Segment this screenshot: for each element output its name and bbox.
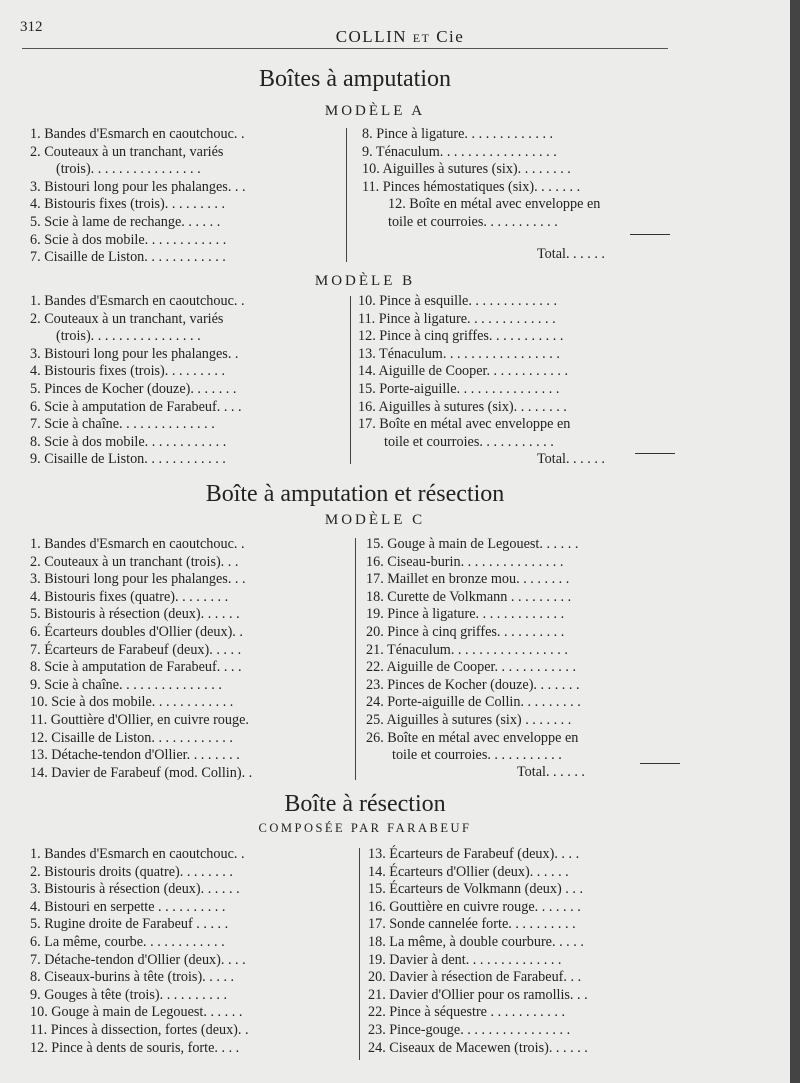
list-item: 1. Bandes d'Esmarch en caoutchouc. . xyxy=(30,536,245,552)
running-head-et: ET xyxy=(412,31,431,45)
list-item: 9. Scie à chaîne. . . . . . . . . . . . . . . xyxy=(30,676,222,693)
section-title-a: Boîtes à amputation xyxy=(259,66,451,92)
section-title-d: Boîte à résection xyxy=(284,791,446,817)
list-item: 11. Pinces à dissection, fortes (deux). . xyxy=(30,1022,249,1038)
list-item: 14. Écarteurs d'Ollier (deux). . . . . . xyxy=(368,863,569,880)
list-item: 23. Pince-gouge. . . . . . . . . . . . . . . . xyxy=(368,1022,571,1038)
list-item: 6. Écarteurs doubles d'Ollier (deux). . xyxy=(30,624,243,640)
list-item: 2. Couteaux à un tranchant, variés xyxy=(30,310,224,327)
list-item: 22. Pince à séquestre . . . . . . . . . . . xyxy=(368,1004,566,1021)
list-item: 8. Scie à dos mobile. . . . . . . . . . . . xyxy=(30,433,227,450)
list-item: 7. Écarteurs de Farabeuf (deux). . . . . xyxy=(30,641,242,658)
list-item: 16. Aiguilles à sutures (six). . . . . . . . xyxy=(358,398,567,415)
list-item: toile et courroies. . . . . . . . . . . xyxy=(388,214,558,230)
list-item: 9. Gouges à tête (trois). . . . . . . . . . xyxy=(30,986,228,1003)
list-item: 16. Ciseau-burin. . . . . . . . . . . . . . . xyxy=(366,553,564,570)
list-item: 3. Bistouri long pour les phalanges. . . xyxy=(30,571,246,588)
list-item: 19. Pince à ligature. . . . . . . . . . . . . xyxy=(366,606,565,623)
list-item: 2. Couteaux à un tranchant, variés xyxy=(30,143,224,160)
list-item: 7. Cisaille de Liston. . . . . . . . . . . . xyxy=(30,249,226,266)
list-item: 11. Pinces hémostatiques (six). . . . . . . xyxy=(362,178,581,195)
list-item: 13. Détache-tendon d'Ollier. . . . . . . . xyxy=(30,747,240,764)
model-heading-b: MODÈLE B xyxy=(314,273,416,289)
running-head-name: COLLIN xyxy=(335,27,408,46)
list-item: 22. Aiguille de Cooper. . . . . . . . . . . . xyxy=(366,659,577,676)
list-item: 12. Cisaille de Liston. . . . . . . . . . . . xyxy=(30,729,233,746)
list-item: 4. Bistouri en serpette . . . . . . . . . . xyxy=(30,898,226,915)
list-item: 20. Pince à cinq griffes. . . . . . . . . . xyxy=(366,624,565,640)
list-item: 12. Pince à dents de souris, forte. . . . xyxy=(30,1039,240,1056)
list-item: 2. Couteaux à un tranchant (trois). . . xyxy=(30,553,239,570)
scan-edge xyxy=(790,0,800,1083)
list-item: 10. Scie à dos mobile. . . . . . . . . . . . xyxy=(30,694,234,711)
list-item: 7. Scie à chaîne. . . . . . . . . . . . . . xyxy=(30,416,215,433)
list-item: 17. Sonde cannelée forte. . . . . . . . . . xyxy=(368,916,576,933)
list-item: 9. Cisaille de Liston. . . . . . . . . . . . xyxy=(30,451,226,468)
list-item: 15. Écarteurs de Volkmann (deux) . . . xyxy=(368,881,583,898)
model-heading-a: MODÈLE A xyxy=(324,103,426,119)
list-item: 24. Porte-aiguille de Collin. . . . . . . . . xyxy=(366,694,581,711)
total-a: Total. . . . . . xyxy=(537,246,605,262)
list-item: 14. Aiguille de Cooper. . . . . . . . . . . . xyxy=(358,363,569,380)
list-item: 15. Porte-aiguille. . . . . . . . . . . . . . . xyxy=(358,381,560,397)
list-item: toile et courroies. . . . . . . . . . . xyxy=(384,433,554,450)
list-item: 17. Maillet en bronze mou. . . . . . . . xyxy=(366,571,570,588)
running-head xyxy=(0,27,800,47)
list-item: 10. Gouge à main de Legouest. . . . . . xyxy=(30,1004,243,1021)
list-item: 20. Davier à résection de Farabeuf. . . xyxy=(368,969,582,986)
list-item: 18. La même, à double courbure. . . . . xyxy=(368,934,584,950)
list-item: 1. Bandes d'Esmarch en caoutchouc. . xyxy=(30,126,245,142)
list-item: 10. Pince à esquille. . . . . . . . . . . . . xyxy=(358,293,557,309)
list-item: 6. Scie à dos mobile. . . . . . . . . . . . xyxy=(30,231,227,248)
list-item: 12. Pince à cinq griffes. . . . . . . . . . . xyxy=(358,328,564,345)
column-divider-d xyxy=(359,848,360,1060)
list-item: 7. Détache-tendon d'Ollier (deux). . . . xyxy=(30,951,246,968)
list-item: 1. Bandes d'Esmarch en caoutchouc. . xyxy=(30,293,245,309)
list-item: 19. Davier à dent. . . . . . . . . . . . . . xyxy=(368,951,562,968)
list-item: 13. Écarteurs de Farabeuf (deux). . . . xyxy=(368,846,580,862)
column-divider-a xyxy=(346,128,347,262)
list-item: 11. Gouttière d'Ollier, en cuivre rouge. xyxy=(30,712,249,728)
total-c: Total. . . . . . xyxy=(517,764,585,780)
section-subtitle-d: COMPOSÉE PAR FARABEUF xyxy=(258,821,472,835)
list-item: 2. Bistouris droits (quatre). . . . . . . . xyxy=(30,863,233,880)
total-b: Total. . . . . . xyxy=(537,451,605,467)
list-item: 9. Ténaculum. . . . . . . . . . . . . . . . . xyxy=(362,143,557,160)
section-title-c: Boîte à amputation et résection xyxy=(205,481,505,507)
list-item: 4. Bistouris fixes (trois). . . . . . . . . xyxy=(30,196,226,213)
list-item: 5. Rugine droite de Farabeuf . . . . . xyxy=(30,916,229,933)
list-item: 11. Pince à ligature. . . . . . . . . . . . . xyxy=(358,310,556,327)
list-item: 18. Curette de Volkmann . . . . . . . . . xyxy=(366,588,572,605)
total-rule-b xyxy=(635,453,675,454)
list-item: 4. Bistouris fixes (quatre). . . . . . . . xyxy=(30,588,229,605)
list-item: 8. Ciseaux-burins à tête (trois). . . . . xyxy=(30,969,235,986)
list-item: 25. Aiguilles à sutures (six) . . . . . . . xyxy=(366,712,572,728)
list-item: 21. Davier d'Ollier pour os ramollis. . . xyxy=(368,986,588,1003)
list-item: 23. Pinces de Kocher (douze). . . . . . . xyxy=(366,676,580,693)
list-item: 26. Boîte en métal avec enveloppe en xyxy=(366,729,579,746)
running-head-co: Cie xyxy=(436,27,465,46)
list-item: 15. Gouge à main de Legouest. . . . . . xyxy=(366,536,579,552)
list-item: (trois). . . . . . . . . . . . . . . . xyxy=(56,161,201,178)
total-rule-c xyxy=(640,763,680,764)
list-item: 17. Boîte en métal avec enveloppe en xyxy=(358,416,571,433)
total-rule-a xyxy=(630,234,670,235)
list-item: toile et courroies. . . . . . . . . . . xyxy=(392,747,562,764)
list-item: 1. Bandes d'Esmarch en caoutchouc. . xyxy=(30,846,245,862)
list-item: 8. Pince à ligature. . . . . . . . . . . . . xyxy=(362,126,554,142)
list-item: 5. Pinces de Kocher (douze). . . . . . . xyxy=(30,381,237,397)
list-item: 3. Bistouris à résection (deux). . . . . . xyxy=(30,881,240,898)
model-heading-c: MODÈLE C xyxy=(324,512,426,528)
list-item: 4. Bistouris fixes (trois). . . . . . . . . xyxy=(30,363,226,380)
list-item: 5. Bistouris à résection (deux). . . . . . xyxy=(30,606,240,623)
column-divider-c xyxy=(355,538,356,780)
list-item: 6. Scie à amputation de Farabeuf. . . . xyxy=(30,398,242,415)
list-item: 6. La même, courbe. . . . . . . . . . . . xyxy=(30,934,225,950)
list-item: 12. Boîte en métal avec enveloppe en xyxy=(388,196,601,213)
list-item: 21. Ténaculum. . . . . . . . . . . . . . . . . xyxy=(366,641,568,658)
list-item: 16. Gouttière en cuivre rouge. . . . . . . xyxy=(368,898,581,915)
list-item: 14. Davier de Farabeuf (mod. Collin). . xyxy=(30,764,253,781)
list-item: 13. Ténaculum. . . . . . . . . . . . . . . . . xyxy=(358,345,560,362)
page-number: 312 xyxy=(20,19,43,35)
list-item: (trois). . . . . . . . . . . . . . . . xyxy=(56,328,201,345)
list-item: 8. Scie à amputation de Farabeuf. . . . xyxy=(30,659,242,676)
list-item: 10. Aiguilles à sutures (six). . . . . . . . xyxy=(362,161,571,178)
list-item: 3. Bistouri long pour les phalanges. . xyxy=(30,345,239,362)
list-item: 5. Scie à lame de rechange. . . . . . xyxy=(30,214,221,230)
column-divider-b xyxy=(350,296,351,464)
header-rule xyxy=(22,48,668,49)
list-item: 24. Ciseaux de Macewen (trois). . . . . . xyxy=(368,1039,588,1056)
list-item: 3. Bistouri long pour les phalanges. . . xyxy=(30,178,246,195)
